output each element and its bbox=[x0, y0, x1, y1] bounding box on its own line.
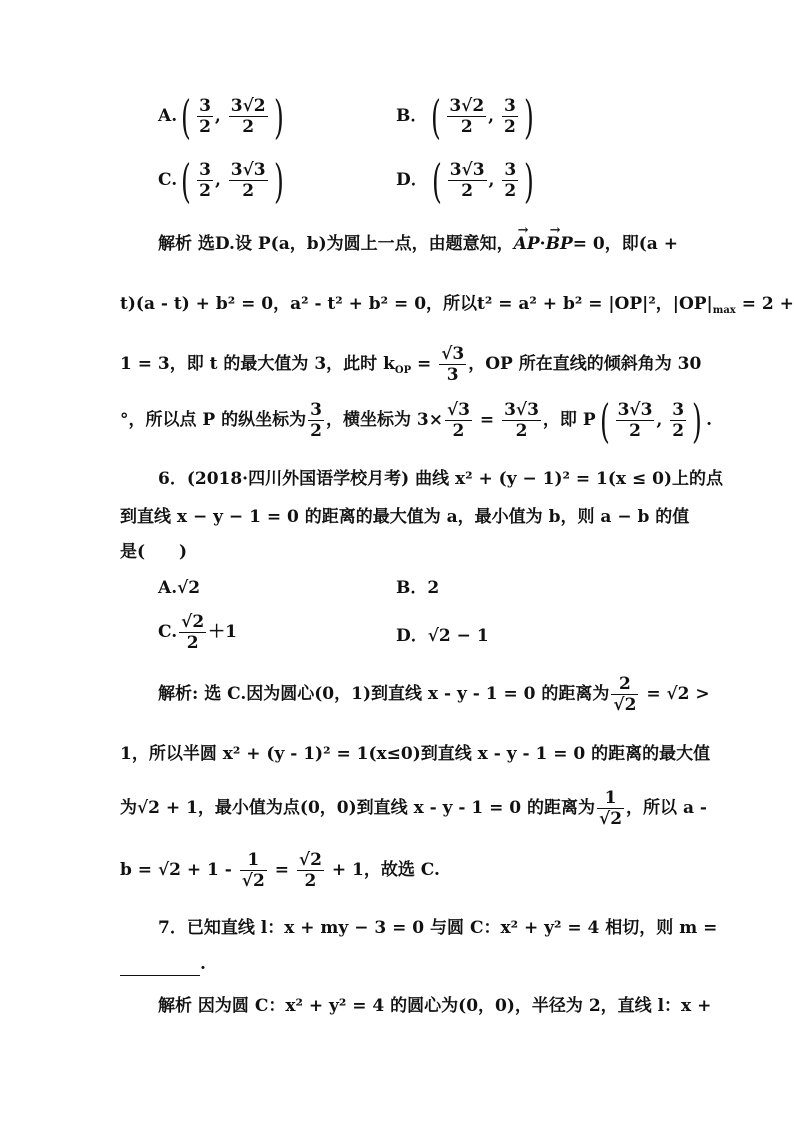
question7-line1: 7．已知直线 l：x + my − 3 = 0 与圆 C：x² + y² = 4 相切，则 m = bbox=[158, 918, 718, 938]
solution6-line3: 为√2 + 1，最小值为点(0，0)到直线 x - y - 1 = 0 的距离为 $\frac{1}{√2}$ ，所以 a - bbox=[120, 788, 707, 829]
option-label: D． bbox=[396, 170, 428, 190]
question6-line3: 是( ) bbox=[120, 542, 188, 562]
solution6-line4: b = √2 + 1 - $\frac{1}{√2}$ = $\frac{√2}{2}$ + 1，故选 C. bbox=[120, 850, 440, 891]
option-label: B． bbox=[396, 106, 428, 126]
solution5-line4: °，所以点 P 的纵坐标为 $\frac{3}{2}$ ，横坐标为 3× $\frac{√3}{2}$ = $\frac{3√3}{2}$ ，即 P( $\frac{3√3}{2}$ , $\frac{3}{2}$ ) . bbox=[120, 393, 712, 448]
vector-ap: → AP bbox=[514, 232, 540, 256]
solution6-line1: 解析: 选 C.因为圆心(0，1)到直线 x - y - 1 = 0 的距离为 $\frac{2}{√2}$ = √2 > bbox=[158, 674, 710, 715]
option-label: C. bbox=[158, 170, 178, 190]
solution5-line3: 1 = 3，即 t 的最大值为 3，此时 $k_{OP}$ = $\frac{√3}{3}$ ，OP 所在直线的倾斜角为 30 bbox=[120, 344, 702, 385]
question6-option-a: A.√2 bbox=[158, 578, 201, 598]
solution5-line2: t)(a - t) + b² = 0，a² - t² + b² = 0，所以t² = a² + b² = |OP|²，$|OP|_{max} = 2$ + bbox=[120, 294, 794, 316]
question6-option-d: D．√2 − 1 bbox=[396, 626, 489, 646]
option-label: A. bbox=[158, 106, 178, 126]
option-b: B．( $\frac{3√2}{2}$ , $\frac{3}{2}$ ) bbox=[396, 89, 534, 144]
solution6-line2: 1，所以半圆 x² + (y - 1)² = 1(x≤0)到直线 x - y - 1 = 0 的距离的最大值 bbox=[120, 744, 711, 764]
option-a: A.( $\frac{3}{2}$ , $\frac{3√2}{2}$ ) bbox=[158, 89, 284, 144]
option-c: C.( $\frac{3}{2}$ , $\frac{3√3}{2}$ ) bbox=[158, 153, 284, 208]
question6-line2: 到直线 x − y − 1 = 0 的距离的最大值为 a，最小值为 b，则 a − b 的值 bbox=[120, 507, 690, 527]
question6-option-c: C. $\frac{√2}{2}$ ＋1 bbox=[158, 612, 238, 653]
option-d: D．( $\frac{3√3}{2}$ , $\frac{3}{2}$ ) bbox=[396, 153, 535, 208]
question6-line1: 6．(2018·四川外国语学校月考) 曲线 x² + (y − 1)² = 1(x ≤ 0)上的点 bbox=[158, 469, 724, 489]
solution5-line1: 解析 选D.设 P(a，b)为圆上一点，由题意知，→ AP·→ BP= 0，即(a + bbox=[158, 232, 678, 256]
answer-blank[interactable] bbox=[120, 957, 200, 976]
solution7-line1: 解析 因为圆 C：x² + y² = 4 的圆心为(0，0)，半径为 2，直线 l：x + bbox=[158, 996, 712, 1016]
question6-option-b: B．2 bbox=[396, 578, 440, 598]
vector-bp: → BP bbox=[546, 232, 573, 256]
question7-line2: . bbox=[120, 952, 206, 976]
